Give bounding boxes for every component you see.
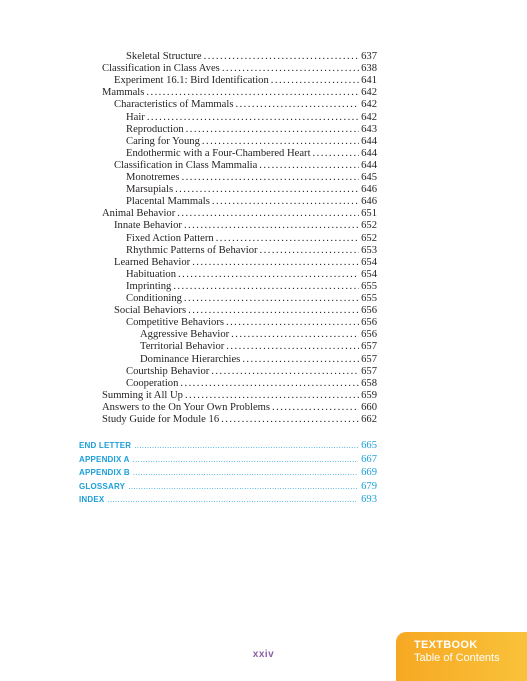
toc-entry[interactable] bbox=[140, 329, 377, 341]
toc-section-title: APPENDIX A bbox=[79, 454, 130, 464]
toc-entry-page: 641 bbox=[361, 75, 377, 87]
toc-entry[interactable] bbox=[126, 245, 377, 257]
toc-entry-page: 644 bbox=[361, 147, 377, 159]
toc-entry-page: 660 bbox=[361, 401, 377, 413]
toc-entry-title: Experiment 16.1: Bird Identification bbox=[114, 75, 269, 87]
toc-entry[interactable] bbox=[126, 378, 377, 390]
toc-entry-page: 646 bbox=[361, 184, 377, 196]
toc-entry-title: Learned Behavior bbox=[114, 256, 191, 268]
toc-entry-title: Mammals bbox=[102, 87, 145, 99]
toc-entry-title: Cooperation bbox=[126, 377, 179, 389]
toc-entry-page: 654 bbox=[361, 268, 377, 280]
toc-leader-dots bbox=[128, 481, 358, 493]
toc-entry-title: Answers to the On Your Own Problems bbox=[102, 401, 271, 413]
toc-entry[interactable] bbox=[114, 160, 377, 172]
toc-leader-dots bbox=[202, 136, 359, 148]
toc-section[interactable] bbox=[79, 440, 377, 452]
toc-entry-page: 645 bbox=[361, 172, 377, 183]
toc-leader-dots bbox=[146, 87, 359, 99]
toc-entry-page: 651 bbox=[361, 208, 377, 220]
toc-entry-title: Dominance Hierarchies bbox=[140, 353, 241, 365]
toc-leader-dots bbox=[133, 467, 358, 479]
toc-leader-dots bbox=[186, 124, 359, 136]
toc-entry[interactable] bbox=[126, 281, 377, 293]
toc-leader-dots bbox=[178, 269, 359, 281]
toc-leader-dots bbox=[211, 366, 359, 378]
toc-leader-dots bbox=[272, 402, 359, 414]
toc-leader-dots bbox=[107, 494, 358, 506]
toc-entry-title: Skeletal Structure bbox=[126, 51, 202, 62]
toc-leader-dots bbox=[212, 196, 359, 208]
toc-entry-page: 655 bbox=[361, 280, 377, 292]
toc-leader-dots bbox=[173, 281, 359, 293]
toc-leader-dots bbox=[204, 51, 360, 63]
toc-entry[interactable] bbox=[126, 124, 377, 136]
toc-entry-title: Aggressive Behavior bbox=[140, 329, 230, 341]
toc-entry[interactable] bbox=[126, 148, 377, 160]
toc-leader-dots bbox=[177, 208, 359, 220]
toc-entry-title: Characteristics of Mammals bbox=[114, 99, 234, 111]
toc-entry[interactable] bbox=[126, 136, 377, 148]
toc-entry-title: Reproduction bbox=[126, 123, 184, 135]
toc-leader-dots bbox=[185, 390, 359, 402]
toc-entry[interactable] bbox=[126, 172, 377, 184]
toc-entry-title: Summing it All Up bbox=[102, 389, 183, 401]
toc-entry-page: 656 bbox=[361, 305, 377, 317]
toc-entry-page: 637 bbox=[361, 51, 377, 62]
toc-leader-dots bbox=[147, 112, 359, 124]
toc-entry-page: 657 bbox=[361, 353, 377, 365]
toc-leader-dots bbox=[271, 75, 359, 87]
toc-entry-page: 655 bbox=[361, 293, 377, 304]
toc-entry-title: Territorial Behavior bbox=[140, 341, 225, 353]
toc-entry-title: Habituation bbox=[126, 268, 177, 280]
toc-entry-title: Fixed Action Pattern bbox=[126, 232, 214, 244]
toc-section-page: 667 bbox=[361, 453, 377, 465]
toc-entry[interactable] bbox=[114, 99, 377, 111]
toc-entry-page: 659 bbox=[361, 389, 377, 401]
toc-entry-title: Classification in Class Mammalia bbox=[114, 159, 258, 171]
toc-section[interactable] bbox=[79, 454, 377, 466]
toc-leader-dots bbox=[182, 172, 360, 184]
toc-section-title: APPENDIX B bbox=[79, 468, 130, 478]
toc-entry[interactable] bbox=[126, 233, 377, 245]
toc-entry-page: 657 bbox=[361, 341, 377, 353]
toc-leader-dots bbox=[175, 184, 359, 196]
toc-leader-dots bbox=[260, 245, 360, 257]
toc-entry-title: Endothermic with a Four-Chambered Heart bbox=[126, 147, 311, 159]
toc-section-title: END LETTER bbox=[79, 441, 132, 450]
toc-entry-title: Hair bbox=[126, 111, 145, 123]
toc-entry[interactable] bbox=[114, 220, 377, 232]
toc-entry[interactable] bbox=[126, 51, 377, 63]
toc-leader-dots bbox=[259, 160, 359, 172]
toc-entry-page: 652 bbox=[361, 232, 377, 244]
toc-entry-page: 656 bbox=[361, 329, 377, 341]
toc-entry[interactable] bbox=[114, 75, 377, 87]
toc-entry[interactable] bbox=[140, 354, 377, 366]
toc-entry[interactable] bbox=[126, 112, 377, 124]
toc-leader-dots bbox=[235, 99, 359, 111]
toc-entry-page: 644 bbox=[361, 159, 377, 171]
toc-entry-title: Monotremes bbox=[126, 172, 180, 183]
toc-entry-page: 638 bbox=[361, 63, 377, 75]
toc-leader-dots bbox=[188, 305, 359, 317]
toc-entry[interactable] bbox=[126, 317, 377, 329]
toc-section-page: 665 bbox=[361, 440, 377, 451]
toc-entry-title: Innate Behavior bbox=[114, 220, 182, 232]
toc-entry-title: Study Guide for Module 16 bbox=[102, 414, 220, 425]
toc-entry-title: Rhythmic Patterns of Behavior bbox=[126, 244, 258, 256]
toc-entry-page: 654 bbox=[361, 256, 377, 268]
toc-entry-title: Imprinting bbox=[126, 280, 172, 292]
textbook-toc-tab[interactable] bbox=[396, 632, 527, 681]
toc-entry-title: Animal Behavior bbox=[102, 208, 176, 220]
toc-entry[interactable] bbox=[102, 87, 377, 99]
toc-entry[interactable] bbox=[126, 184, 377, 196]
toc-entry-page: 652 bbox=[361, 220, 377, 232]
toc-entry[interactable] bbox=[102, 63, 377, 75]
toc-entry-page: 657 bbox=[361, 365, 377, 377]
toc-entry-page: 644 bbox=[361, 135, 377, 147]
toc-entry[interactable] bbox=[102, 208, 377, 220]
toc-leader-dots bbox=[192, 257, 359, 269]
toc-entry-title: Marsupials bbox=[126, 184, 174, 196]
toc-section[interactable] bbox=[79, 481, 377, 493]
toc-entry-title: Placental Mammals bbox=[126, 196, 210, 208]
toc-leader-dots bbox=[231, 329, 359, 341]
toc-entry-page: 643 bbox=[361, 123, 377, 135]
toc-leader-dots bbox=[226, 317, 359, 329]
toc-entry[interactable] bbox=[126, 269, 377, 281]
toc-entry-page: 642 bbox=[361, 87, 377, 99]
toc-section-page: 693 bbox=[361, 494, 377, 506]
toc-entry-title: Social Behaviors bbox=[114, 305, 187, 317]
toc-leader-dots bbox=[184, 293, 359, 305]
toc-section-title: INDEX bbox=[79, 495, 105, 505]
tab-title: TEXTBOOK bbox=[414, 639, 478, 651]
toc-leader-dots bbox=[216, 233, 359, 245]
toc-entry[interactable] bbox=[140, 341, 377, 353]
toc-leader-dots bbox=[133, 454, 359, 466]
toc-entry-title: Caring for Young bbox=[126, 135, 200, 147]
toc-entry[interactable] bbox=[102, 390, 377, 402]
toc-entry-page: 642 bbox=[361, 99, 377, 111]
toc-entry-page: 646 bbox=[361, 196, 377, 208]
toc-entry[interactable] bbox=[102, 402, 377, 414]
toc-entry-title: Courtship Behavior bbox=[126, 365, 210, 377]
toc-section-page: 679 bbox=[361, 480, 377, 492]
toc-section[interactable] bbox=[79, 494, 377, 506]
toc-entry[interactable] bbox=[126, 293, 377, 305]
toc-leader-dots bbox=[134, 440, 358, 452]
toc-leader-dots bbox=[180, 378, 359, 390]
toc-entry-page: 658 bbox=[361, 377, 377, 389]
toc-entry-page: 642 bbox=[361, 111, 377, 123]
toc-entry-page: 653 bbox=[361, 244, 377, 256]
toc-entry[interactable] bbox=[114, 257, 377, 269]
toc-entry[interactable] bbox=[126, 196, 377, 208]
toc-leader-dots bbox=[313, 148, 360, 160]
toc-section[interactable] bbox=[79, 467, 377, 479]
toc-leader-dots bbox=[242, 354, 359, 366]
toc-entry-title: Conditioning bbox=[126, 293, 182, 304]
toc-entry-page: 656 bbox=[361, 317, 377, 329]
toc-section-page: 669 bbox=[361, 467, 377, 479]
toc-entry-page: 662 bbox=[361, 414, 377, 425]
toc-entry[interactable] bbox=[126, 366, 377, 378]
tab-subtitle: Table of Contents bbox=[414, 652, 500, 664]
toc-section-title: GLOSSARY bbox=[79, 481, 126, 491]
page-number: xxiv bbox=[252, 649, 275, 660]
toc-leader-dots bbox=[226, 341, 359, 353]
toc-entry[interactable] bbox=[114, 305, 377, 317]
toc-leader-dots bbox=[221, 414, 359, 426]
toc-leader-dots bbox=[184, 220, 359, 232]
toc-entry-title: Competitive Behaviors bbox=[126, 317, 224, 329]
toc-leader-dots bbox=[222, 63, 359, 75]
toc-entry[interactable] bbox=[102, 414, 377, 426]
toc-entry-title: Classification in Class Aves bbox=[102, 63, 220, 75]
